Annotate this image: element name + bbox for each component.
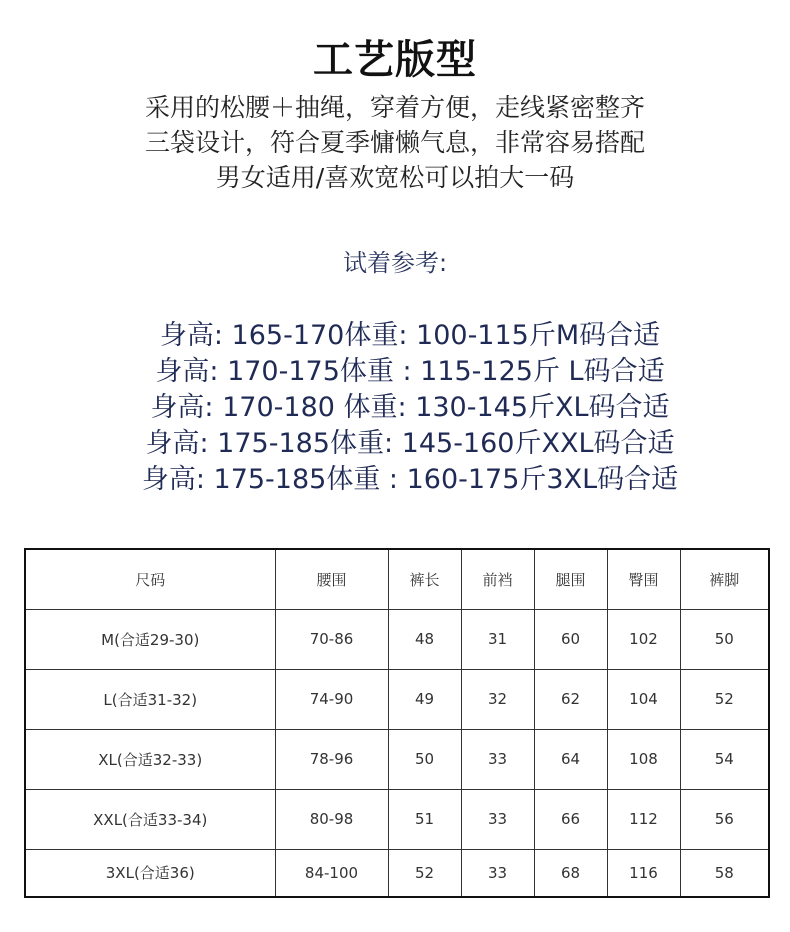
table-cell: 52 xyxy=(680,669,769,729)
table-cell: 64 xyxy=(534,729,607,789)
table-cell: 66 xyxy=(534,789,607,849)
table-cell: 80-98 xyxy=(275,789,388,849)
table-cell: 48 xyxy=(388,609,461,669)
table-cell: 32 xyxy=(461,669,534,729)
table-cell: 50 xyxy=(388,729,461,789)
reference-line: 身高: 165-170体重: 100-115斤M码合适 xyxy=(159,320,661,351)
table-row xyxy=(25,609,769,669)
craft-description xyxy=(0,90,790,195)
description-line: 三袋设计，符合夏季慵懒气息，非常容易搭配 xyxy=(144,128,645,157)
table-cell: 62 xyxy=(534,669,607,729)
size-reference-list xyxy=(0,318,790,498)
table-cell: 49 xyxy=(388,669,461,729)
header-cell-waist: 腰围 xyxy=(275,549,388,609)
table-cell: 84-100 xyxy=(275,849,388,897)
size-chart-table xyxy=(24,548,770,898)
description-line: 男女适用/喜欢宽松可以拍大一码 xyxy=(215,163,575,192)
reference-line: 身高: 170-180 体重: 130-145斤XL码合适 xyxy=(150,392,670,423)
header-cell-front-rise: 前裆 xyxy=(461,549,534,609)
table-cell: 54 xyxy=(680,729,769,789)
table-cell: 68 xyxy=(534,849,607,897)
table-cell: XL(合适32-33) xyxy=(25,729,275,789)
reference-line: 身高: 175-185体重: 145-160斤XXL码合适 xyxy=(145,428,675,459)
table-cell: 31 xyxy=(461,609,534,669)
header-cell-hem: 裤脚 xyxy=(680,549,769,609)
table-row xyxy=(25,789,769,849)
table-cell: L(合适31-32) xyxy=(25,669,275,729)
table-cell: 33 xyxy=(461,789,534,849)
table-cell: 33 xyxy=(461,729,534,789)
description-line: 采用的松腰＋抽绳，穿着方便，走线紧密整齐 xyxy=(144,93,645,122)
table-cell: 58 xyxy=(680,849,769,897)
header-cell-hip: 臀围 xyxy=(607,549,680,609)
table-cell: 52 xyxy=(388,849,461,897)
table-cell: M(合适29-30) xyxy=(25,609,275,669)
header-cell-size: 尺码 xyxy=(25,549,275,609)
reference-line: 身高: 175-185体重 : 160-175斤3XL码合适 xyxy=(141,464,679,495)
table-cell: 78-96 xyxy=(275,729,388,789)
table-row xyxy=(25,669,769,729)
reference-line: 身高: 170-175体重 : 115-125斤 L码合适 xyxy=(155,356,665,387)
table-row xyxy=(25,729,769,789)
table-cell: 116 xyxy=(607,849,680,897)
table-cell: 51 xyxy=(388,789,461,849)
table-cell: 50 xyxy=(680,609,769,669)
table-row xyxy=(25,849,769,897)
table-cell: 56 xyxy=(680,789,769,849)
reference-heading: 试着参考: xyxy=(342,249,448,277)
table-cell: 112 xyxy=(607,789,680,849)
table-header-row xyxy=(25,549,769,609)
header-cell-length: 裤长 xyxy=(388,549,461,609)
page-title: 工艺版型 xyxy=(313,37,477,83)
table-cell: 60 xyxy=(534,609,607,669)
table-cell: 108 xyxy=(607,729,680,789)
table-cell: 33 xyxy=(461,849,534,897)
table-cell: 70-86 xyxy=(275,609,388,669)
table-cell: XXL(合适33-34) xyxy=(25,789,275,849)
header-cell-thigh: 腿围 xyxy=(534,549,607,609)
table-cell: 102 xyxy=(607,609,680,669)
table-cell: 104 xyxy=(607,669,680,729)
table-cell: 3XL(合适36) xyxy=(25,849,275,897)
table-cell: 74-90 xyxy=(275,669,388,729)
